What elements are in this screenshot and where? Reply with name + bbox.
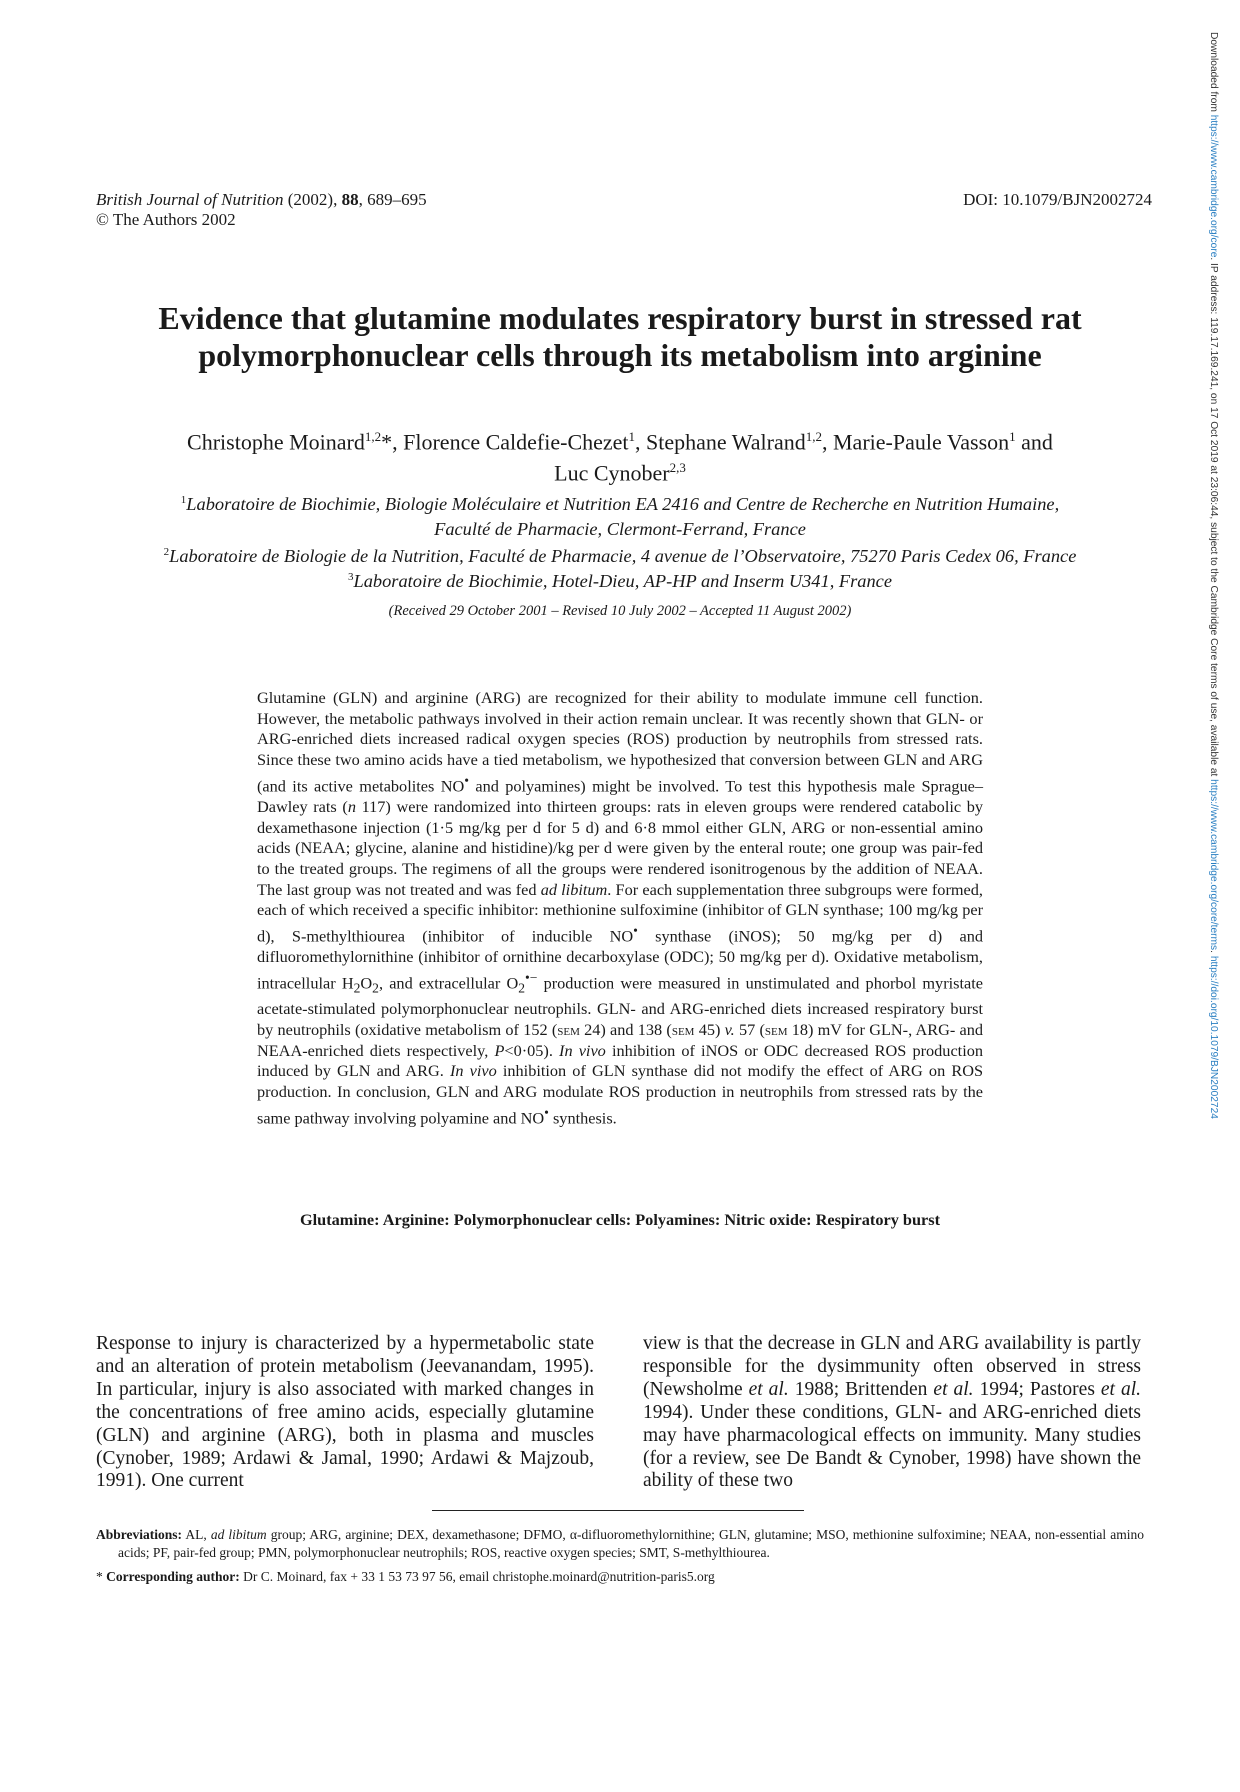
o-letter: O: [360, 973, 373, 993]
footnotes: [96, 1526, 1144, 1592]
in-vivo-label: In vivo: [449, 1061, 497, 1081]
journal-year: (2002),: [283, 190, 342, 209]
abstract-text-7: production were measured in unstimulated and phorbol myristate acetate-stimulated polymorphonuclear neutrophils. GLN- and ARG-enriched diets increased respiratory burst by neutrophils (oxidative metabolism of 152 (: [257, 973, 983, 1040]
body-text-d: 1994). Under these conditions, GLN- and ARG-enriched diets may have pharmacological effects on immunity. Many studies (for a review, see De Bandt & Cynober, 1998) have shown the ability of these two: [643, 1401, 1141, 1492]
journal-citation: [96, 190, 427, 230]
abstract-text-15: synthesis.: [548, 1108, 617, 1128]
keywords: Glutamine: Arginine: Polymorphonuclear cells: Polyamines: Nitric oxide: Respiratory burst: [299, 1210, 941, 1229]
abstract-text-4: . For each supplementation three subgroups were formed, each of which received a specific inhibitor: methionine sulfoximine (inhibitor of GLN synthase; 100 mg/kg per d), S-methylthiourea (inhibitor of inducible NO: [257, 879, 983, 946]
sidebar-middle: . IP address: 119.17.169.241, on 17 Oct 2019 at 23:06:44, subject to the Cambridge Core terms of use, available at: [1208, 257, 1219, 780]
author-5-affil: 2,3: [669, 460, 686, 476]
abbreviations-note: [96, 1526, 1144, 1562]
download-notice: [1208, 32, 1219, 1119]
article-title: [96, 300, 1144, 374]
versus-label: v.: [724, 1020, 735, 1040]
author-1-affil: 1,2: [364, 429, 382, 444]
copyright: © The Authors 2002: [96, 210, 236, 229]
affiliation-1-line-1: [86, 488, 1154, 517]
author-4: , Marie-Paule Vasson: [822, 429, 1010, 455]
doi-link[interactable]: https://doi.org/10.1079/BJN2002724: [1208, 955, 1219, 1119]
affiliation-1-text: Laboratoire de Biochimie, Biologie Moléculaire et Nutrition EA 2416 and Centre de Recherche en Nutrition Humaine,: [186, 494, 1060, 515]
affiliation-1-line-2: Faculté de Pharmacie, Clermont-Ferrand, France: [434, 519, 806, 540]
title-line-1: Evidence that glutamine modulates respiratory burst in stressed rat: [158, 300, 1082, 336]
affiliation-2-number: 2: [163, 546, 170, 558]
author-and: and: [1015, 429, 1053, 455]
abstract-text-11: 18) mV for GLN-, ARG- and NEAA-enriched diets respectively,: [257, 1020, 984, 1060]
o2-subscript: 2: [372, 980, 379, 996]
et-al: et al.: [933, 1378, 974, 1400]
abstract-n: n: [347, 796, 356, 816]
authors-line-2: [96, 455, 1144, 486]
sem-label: sem: [764, 1020, 788, 1040]
authors-line-1: [96, 424, 1144, 455]
author-1-mark: *,: [381, 429, 404, 455]
author-4-affil: 1: [1009, 429, 1016, 444]
author-2: Florence Caldefie-Chezet: [403, 429, 629, 455]
in-vivo-label: In vivo: [559, 1040, 606, 1060]
radical-mark: •: [633, 923, 638, 939]
download-sidebar: [1195, 32, 1223, 1792]
abstract-text-3: 117) were randomized into thirteen groups: rats in eleven groups were rendered catabolic by dexamethasone injection (1·5 mg/kg per d for 5 d) and 6·8 mmol either GLN, ARG or non-essential amino acids (NEAA; glycine, alanine and histidine)/kg per d were given by the enteral route; one group was pair-fed to the treated groups. The regimens of all the groups were rendered isonitrogenous by the addition of NEAA. The last group was not treated and was fed: [257, 796, 983, 899]
abstract-text-2: and polyamines) might be involved. To test this hypothesis male Sprague–Dawley rats (: [257, 776, 983, 816]
sidebar-sep: .: [1208, 950, 1219, 956]
title-line-2: polymorphonuclear cells through its metabolism into arginine: [198, 337, 1042, 373]
abstract-text-6: , and extracellular O: [378, 973, 519, 993]
abstract-text-5: synthase (iNOS); 50 mg/kg per d) and difluoromethylornithine (inhibitor of ornithine decarboxylase (ODC); 50 mg/kg per d). Oxidative metabolism, intracellular H: [257, 926, 984, 993]
author-3-affil: 1,2: [805, 429, 822, 444]
author-5: Luc Cynober: [554, 460, 670, 486]
abstract-text-14: inhibition of GLN synthase did not modify the effect of ARG on ROS production. In conclusion, GLN and ARG modulate ROS production in neutrophils from stressed rats by the same pathway involving polyamine and NO: [257, 1061, 984, 1128]
journal-pages: , 689–695: [358, 190, 427, 209]
affiliation-3: [86, 565, 1154, 594]
et-al: et al.: [1100, 1378, 1141, 1400]
sem-label: sem: [671, 1020, 695, 1040]
abbreviations-text-b: group; ARG, arginine; DEX, dexamethasone; DFMO, α-difluoromethylornithine; GLN, glutamine; MSO, methionine sulfoximine; NEAA, non-essential amino acids; PF, pair-fed group; PMN, polymorphonuclear neutrophils; ROS, reactive oxygen species; SMT, S-methylthiourea.: [118, 1527, 1144, 1560]
cambridge-core-link[interactable]: https://www.cambridge.org/core: [1208, 114, 1219, 258]
et-al: et al.: [748, 1378, 789, 1400]
radical-mark: •: [464, 772, 469, 788]
abstract-text-9: 45): [694, 1020, 725, 1040]
body-text-a: view is that the decrease in GLN and ARG availability is partly responsible for the dysimmunity often observed in stress (Newsholme: [643, 1333, 1141, 1400]
superoxide-mark: •−: [525, 969, 538, 985]
body-column-right: [643, 1333, 1141, 1493]
abbreviations-text-a: AL,: [182, 1527, 211, 1542]
sidebar-prefix: Downloaded from: [1208, 32, 1219, 115]
superoxide-subscript: 2: [518, 980, 525, 996]
affiliation-3-number: 3: [347, 571, 354, 583]
abstract-text-13: inhibition of iNOS or ODC decreased ROS production induced by GLN and ARG.: [257, 1040, 984, 1081]
author-1: Christophe Moinard: [187, 429, 365, 455]
author-list: [96, 424, 1144, 487]
radical-mark: •: [544, 1104, 549, 1120]
journal-volume: 88: [341, 190, 359, 209]
abstract: [257, 688, 983, 1129]
abstract-text-8: 24) and 138 (: [579, 1020, 672, 1040]
terms-link[interactable]: https://www.cambridge.org/core/terms: [1208, 779, 1219, 951]
body-text-b: 1988; Brittenden: [788, 1378, 934, 1400]
journal-name: British Journal of Nutrition: [96, 190, 284, 209]
corresponding-star: *: [96, 1569, 107, 1584]
abstract-ad-libitum: ad libitum: [540, 879, 608, 899]
author-2-affil: 1: [628, 429, 636, 444]
author-3: , Stephane Walrand: [635, 429, 806, 455]
corresponding-author-note: [96, 1568, 1144, 1586]
affiliation-1: [86, 488, 1154, 542]
footnote-divider: [432, 1510, 804, 1511]
received-dates: (Received 29 October 2001 – Revised 10 July 2002 – Accepted 11 August 2002): [388, 603, 852, 619]
sem-label: sem: [557, 1020, 580, 1040]
affiliation-3-text: Laboratoire de Biochimie, Hotel-Dieu, AP-HP and Inserm U341, France: [353, 571, 893, 592]
abstract-text-12: <0·05).: [504, 1040, 560, 1060]
abbreviations-label: Abbreviations:: [96, 1527, 183, 1542]
h2-subscript: 2: [353, 980, 361, 996]
abstract-text-10: 57 (: [734, 1020, 765, 1040]
journal-line: [96, 190, 427, 210]
corresponding-label: Corresponding author:: [106, 1569, 240, 1584]
body-column-left: Response to injury is characterized by a hypermetabolic state and an alteration of protein metabolism (Jeevanandam, 1995). In particular, injury is also associated with marked changes in the concentrations of free amino acids, especially glutamine (GLN) and arginine (ARG), both in plasma and muscles (Cynober, 1989; Ardawi & Jamal, 1990; Ardawi & Majzoub, 1991). One current: [96, 1333, 594, 1492]
body-text-c: 1994; Pastores: [973, 1378, 1101, 1400]
p-value-label: P: [494, 1040, 505, 1060]
abstract-text-1: Glutamine (GLN) and arginine (ARG) are recognized for their ability to modulate immune cell function. However, the metabolic pathways involved in their action remain unclear. It was recently shown that GLN- or ARG-enriched diets increased radical oxygen species (ROS) production by neutrophils from stressed rats. Since these two amino acids have a tied metabolism, we hypothesized that conversion between GLN and ARG (and its active metabolites NO: [257, 688, 983, 796]
abbreviations-ad-libitum: ad libitum: [210, 1527, 267, 1542]
affiliation-1-number: 1: [180, 494, 187, 506]
corresponding-text: Dr C. Moinard, fax + 33 1 53 73 97 56, email christophe.moinard@nutrition-paris5.org: [239, 1569, 715, 1584]
doi: DOI: 10.1079/BJN2002724: [963, 190, 1152, 209]
affiliation-2-text: Laboratoire de Biologie de la Nutrition, Faculté de Pharmacie, 4 avenue de l’Observatoire, 75270 Paris Cedex 06, France: [169, 546, 1077, 567]
